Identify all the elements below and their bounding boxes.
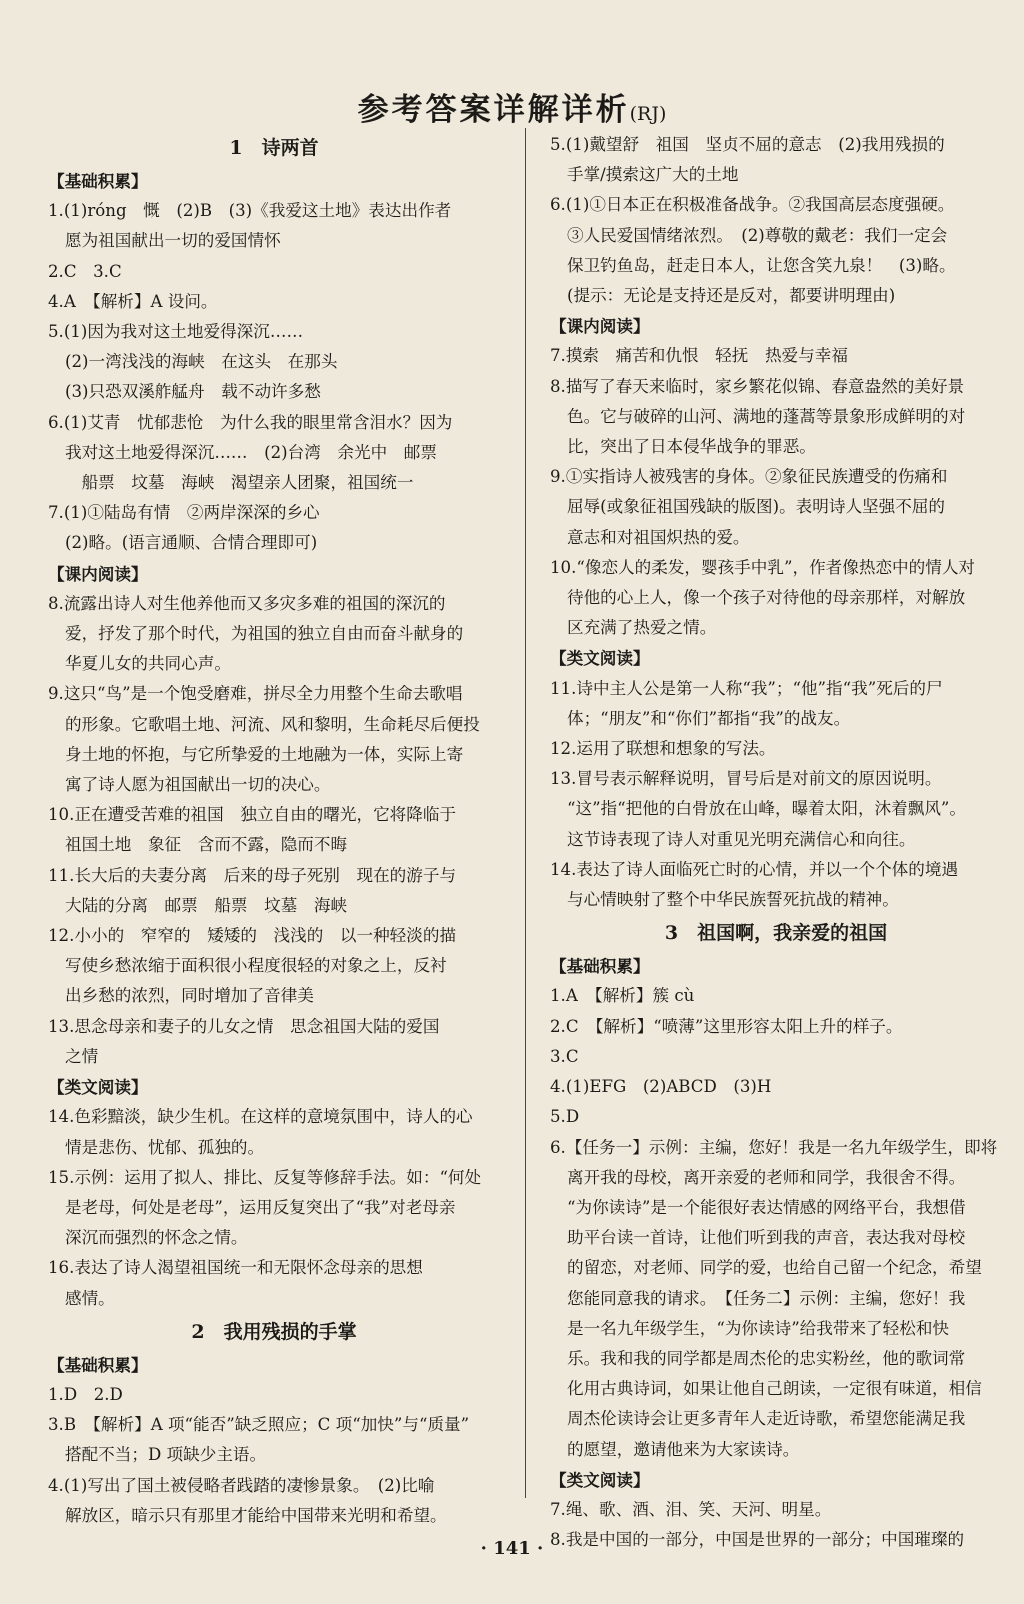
text-line: (2)略。(语言通顺、合情合理即可) [65, 533, 318, 553]
text-line: 6.(1)①日本正在积极准备战争。②我国高层态度强硬。 [550, 195, 955, 215]
text-line: 这节诗表现了诗人对重见光明充满信心和向往。 [567, 829, 916, 849]
text-line: 华夏儿女的共同心声。 [65, 654, 231, 674]
page-number: · 141 · [480, 1538, 544, 1559]
section-heading: 【类文阅读】 [550, 1469, 650, 1490]
text-line: 6.【任务一】示例：主编，您好！我是一名九年级学生，即将 [550, 1137, 998, 1157]
text-line: 4.A 【解析】A 设问。 [48, 291, 218, 311]
text-line: 1.A 【解析】簇 cù [550, 986, 695, 1006]
text-line: 您能同意我的请求。 【任务二】示例：主编，您好！我 [567, 1288, 966, 1308]
text-line: 15.示例：运用了拟人、排比、反复等修辞手法。如：“何处 [48, 1167, 482, 1187]
section-heading: 【课内阅读】 [48, 563, 148, 584]
text-line: 1.D 2.D [48, 1384, 123, 1404]
text-line: 屈辱(或象征祖国残缺的版图)。表明诗人坚强不屈的 [567, 497, 946, 517]
text-line: 助平台读一首诗，让他们听到我的声音，表达我对母校 [567, 1228, 966, 1248]
text-line: 感情。 [65, 1288, 115, 1308]
text-line: 的留恋，对老师、同学的爱，也给自己留一个纪念，希望 [567, 1258, 982, 1278]
page-title [0, 84, 1024, 129]
text-line: 的愿望，邀请他来为大家读诗。 [567, 1439, 800, 1459]
section-heading: 【类文阅读】 [48, 1077, 148, 1098]
text-line: “为你读诗”是一个能很好表达情感的网络平台，我想借 [567, 1197, 966, 1217]
text-line: 5.(1)戴望舒 祖国 坚贞不屈的意志 (2)我用残损的 [550, 135, 945, 154]
text-line: 5.(1)因为我对这土地爱得深沉…… [48, 322, 304, 342]
text-line: 1.(1)róng 慨 (2)B (3)《我爱这土地》表达出作者 [48, 201, 452, 221]
text-line: (提示：无论是支持还是反对，都要讲明理由) [567, 286, 896, 306]
text-line: 船票 坟墓 海峡 渴望亲人团聚，祖国统一 [65, 473, 414, 493]
right-column [550, 130, 1002, 1555]
text-line: 7.摸索 痛苦和仇恨 轻抚 热爱与幸福 [550, 346, 848, 366]
text-line: 保卫钓鱼岛，赶走日本人，让您含笑九泉！ (3)略。 [567, 255, 956, 275]
text-line: 寓了诗人愿为祖国献出一切的决心。 [65, 775, 331, 795]
section-heading: 【基础积累】 [48, 1354, 148, 1375]
text-line: 8.描写了春天来临时，家乡繁花似锦、春意盎然的美好景 [550, 376, 965, 396]
section-heading: 【类文阅读】 [550, 648, 650, 669]
text-line: 周杰伦读诗会让更多青年人走近诗歌，希望您能满足我 [567, 1409, 966, 1429]
text-line: 愿为祖国献出一切的爱国情怀 [65, 231, 281, 251]
column-divider [525, 128, 526, 1498]
text-line: “这”指“把他的白骨放在山峰，曝着太阳，沐着飘风”。 [567, 799, 966, 819]
text-line: 区充满了热爱之情。 [567, 618, 717, 638]
text-line: 10.“像恋人的柔发，婴孩手中乳”，作者像热恋中的情人对 [550, 557, 976, 577]
text-line: 爱，抒发了那个时代，为祖国的独立自由而奋斗献身的 [65, 624, 464, 644]
text-line: 解放区，暗示只有那里才能给中国带来光明和希望。 [65, 1505, 447, 1525]
text-line: 大陆的分离 邮票 船票 坟墓 海峡 [65, 895, 348, 915]
text-line: 体；“朋友”和“你们”都指“我”的战友。 [567, 708, 851, 728]
section-title: 1 诗两首 [229, 137, 319, 159]
text-line: 情是悲伤、忧郁、孤独的。 [65, 1137, 265, 1157]
text-line: 13.思念母亲和妻子的儿女之情 思念祖国大陆的爱国 [48, 1016, 440, 1036]
text-line: 8.我是中国的一部分，中国是世界的一部分；中国璀璨的 [550, 1530, 965, 1550]
text-line: 3.B 【解析】A 项“能否”缺乏照应；C 项“加快”与“质量” [48, 1415, 470, 1435]
title-text: 参考答案详解详析 [357, 92, 630, 128]
text-line: 7.绳、歌、酒、泪、笑、天河、明星。 [550, 1499, 832, 1519]
text-line: 5.D [550, 1107, 580, 1127]
text-line: 我对这土地爱得深沉…… (2)台湾 余光中 邮票 [65, 442, 437, 462]
text-line: 是一名九年级学生，“为你读诗”给我带来了轻松和快 [567, 1318, 950, 1338]
text-line: 9.①实指诗人被残害的身体。②象征民族遭受的伤痛和 [550, 467, 948, 487]
text-line: 祖国土地 象征 含而不露，隐而不晦 [65, 835, 348, 855]
text-line: 4.(1)EFG (2)ABCD (3)H [550, 1077, 772, 1097]
text-line: 12.运用了联想和想象的写法。 [550, 739, 776, 759]
text-line: 6.(1)艾青 忧郁悲怆 为什么我的眼里常含泪水？因为 [48, 412, 453, 432]
text-line: 乐。我和我的同学都是周杰伦的忠实粉丝，他的歌词常 [567, 1348, 966, 1368]
left-column [48, 130, 500, 1531]
text-line: 14.色彩黯淡，缺少生机。在这样的意境氛围中，诗人的心 [48, 1107, 473, 1127]
section-heading: 【基础积累】 [48, 171, 148, 191]
text-line: 12.小小的 窄窄的 矮矮的 浅浅的 以一种轻淡的描 [48, 926, 457, 946]
title-suffix: (RJ) [629, 103, 667, 125]
text-line: ③人民爱国情绪浓烈。 (2)尊敬的戴老：我们一定会 [567, 225, 948, 245]
section-title: 2 我用残损的手掌 [191, 1320, 357, 1343]
text-line: 是老母，何处是老母”，运用反复突出了“我”对老母亲 [65, 1197, 456, 1217]
text-line: 8.流露出诗人对生他养他而又多灾多难的祖国的深沉的 [48, 593, 446, 613]
text-line: 2.C 【解析】“喷薄”这里形容太阳上升的样子。 [550, 1016, 903, 1036]
text-line: 深沉而强烈的怀念之情。 [65, 1228, 248, 1248]
text-line: 色。它与破碎的山河、满地的蓬蒿等景象形成鲜明的对 [567, 406, 966, 426]
section-heading: 【课内阅读】 [550, 316, 650, 337]
text-line: 之情 [65, 1046, 99, 1066]
text-line: 写使乡愁浓缩于面积很小程度很轻的对象之上，反衬 [65, 956, 447, 976]
text-line: (3)只恐双溪舴艋舟 载不动许多愁 [65, 382, 321, 402]
text-line: 14.表达了诗人面临死亡时的心情，并以一个个体的境遇 [550, 859, 959, 879]
text-line: 与心情映射了整个中华民族誓死抗战的精神。 [567, 890, 899, 910]
text-line: 4.(1)写出了国土被侵略者践踏的凄惨景象。 (2)比喻 [48, 1475, 435, 1495]
text-line: 9.这只“鸟”是一个饱受磨难，拼尽全力用整个生命去歌唱 [48, 684, 463, 704]
text-line: 16.表达了诗人渴望祖国统一和无限怀念母亲的思想 [48, 1258, 423, 1278]
text-line: 11.诗中主人公是第一人称“我”；“他”指“我”死后的尸 [550, 678, 943, 698]
text-line: 搭配不当；D 项缺少主语。 [65, 1445, 267, 1465]
text-line: 比，突出了日本侵华战争的罪恶。 [567, 437, 816, 457]
section-title: 3 祖国啊，我亲爱的祖国 [664, 922, 888, 945]
text-line: 11.长大后的夫妻分离 后来的母子死别 现在的游子与 [48, 865, 457, 885]
text-line: 意志和对祖国炽热的爱。 [567, 527, 750, 547]
text-line: 3.C [550, 1046, 579, 1066]
section-heading: 【基础积累】 [550, 956, 650, 977]
text-line: 13.冒号表示解释说明，冒号后是对前文的原因说明。 [550, 769, 942, 789]
text-line: 身土地的怀抱，与它所挚爱的土地融为一体，实际上寄 [65, 744, 464, 764]
text-line: 7.(1)①陆岛有情 ②两岸深深的乡心 [48, 503, 320, 523]
text-line: 化用古典诗词，如果让他自己朗读，一定很有味道，相信 [567, 1379, 982, 1399]
text-line: (2)一湾浅浅的海峡 在这头 在那头 [65, 352, 338, 372]
text-line: 手掌/摸索这广大的土地 [567, 165, 739, 185]
text-line: 10.正在遭受苦难的祖国 独立自由的曙光，它将降临于 [48, 805, 457, 825]
text-line: 离开我的母校，离开亲爱的老师和同学，我很舍不得。 [567, 1167, 966, 1187]
text-line: 出乡愁的浓烈，同时增加了音律美 [65, 986, 314, 1006]
text-line: 2.C 3.C [48, 261, 122, 281]
text-line: 待他的心上人，像一个孩子对待他的母亲那样，对解放 [567, 588, 966, 608]
text-line: 的形象。它歌唱土地、河流、风和黎明，生命耗尽后便投 [65, 714, 480, 734]
